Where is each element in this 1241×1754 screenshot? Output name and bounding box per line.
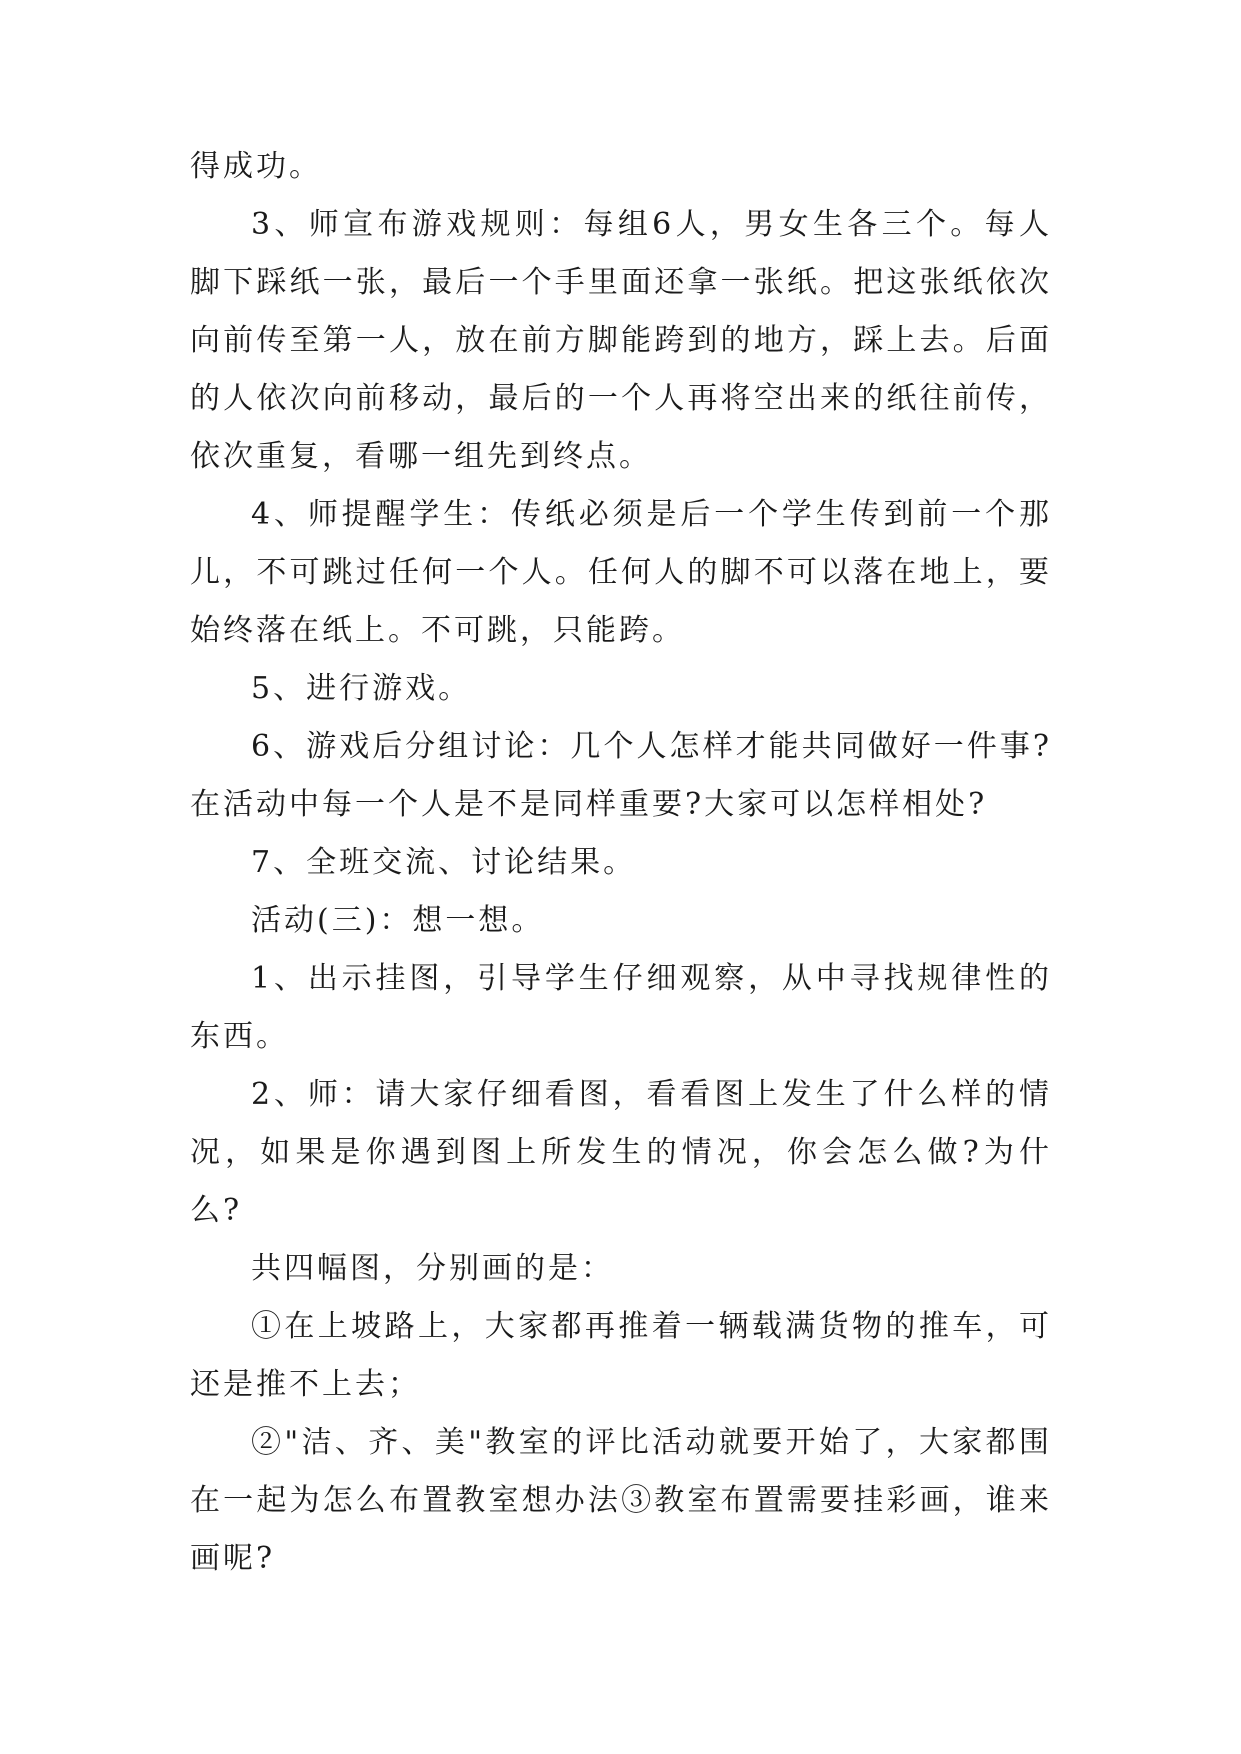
paragraph-picture-1: ①在上坡路上，大家都再推着一辆载满货物的推车，可还是推不上去； [190,1309,1052,1402]
paragraph-step-3-game-rules: 3、师宣布游戏规则：每组6人，男女生各三个。每人脚下踩纸一张，最后一个手里面还拿一张纸。把这张纸依次向前传至第一人，放在前方脚能跨到的地方，踩上去。后面的人依次向前移动，最后的一个人再将空出来的纸往前传，依次重复，看哪一组先到终点。 [190,207,1052,474]
document-page [190,138,1052,1588]
section-heading-activity-3: 活动(三)：想一想。 [251,903,545,938]
paragraph-step-6-discussion: 6、游戏后分组讨论：几个人怎样才能共同做好一件事?在活动中每一个人是不是同样重要?大家可以怎样相处? [190,729,1052,822]
paragraph-continuation: 得成功。 [190,149,322,184]
paragraph-step-1-show-picture: 1、出示挂图，引导学生仔细观察，从中寻找规律性的东西。 [190,961,1052,1054]
paragraph-picture-2-3: ②"洁、齐、美"教室的评比活动就要开始了，大家都围在一起为怎么布置教室想办法③教室布置需要挂彩画，谁来画呢? [190,1425,1052,1576]
paragraph-four-pictures-intro: 共四幅图，分别画的是： [251,1251,614,1286]
paragraph-step-2-teacher-prompt: 2、师：请大家仔细看图，看看图上发生了什么样的情况，如果是你遇到图上所发生的情况，你会怎么做?为什么? [190,1077,1052,1228]
paragraph-step-4-reminder: 4、师提醒学生：传纸必须是后一个学生传到前一个那儿，不可跳过任何一个人。任何人的脚不可以落在地上，要始终落在纸上。不可跳，只能跨。 [190,497,1052,648]
paragraph-step-5-play: 5、进行游戏。 [251,671,472,706]
paragraph-step-7-share: 7、全班交流、讨论结果。 [251,845,637,880]
